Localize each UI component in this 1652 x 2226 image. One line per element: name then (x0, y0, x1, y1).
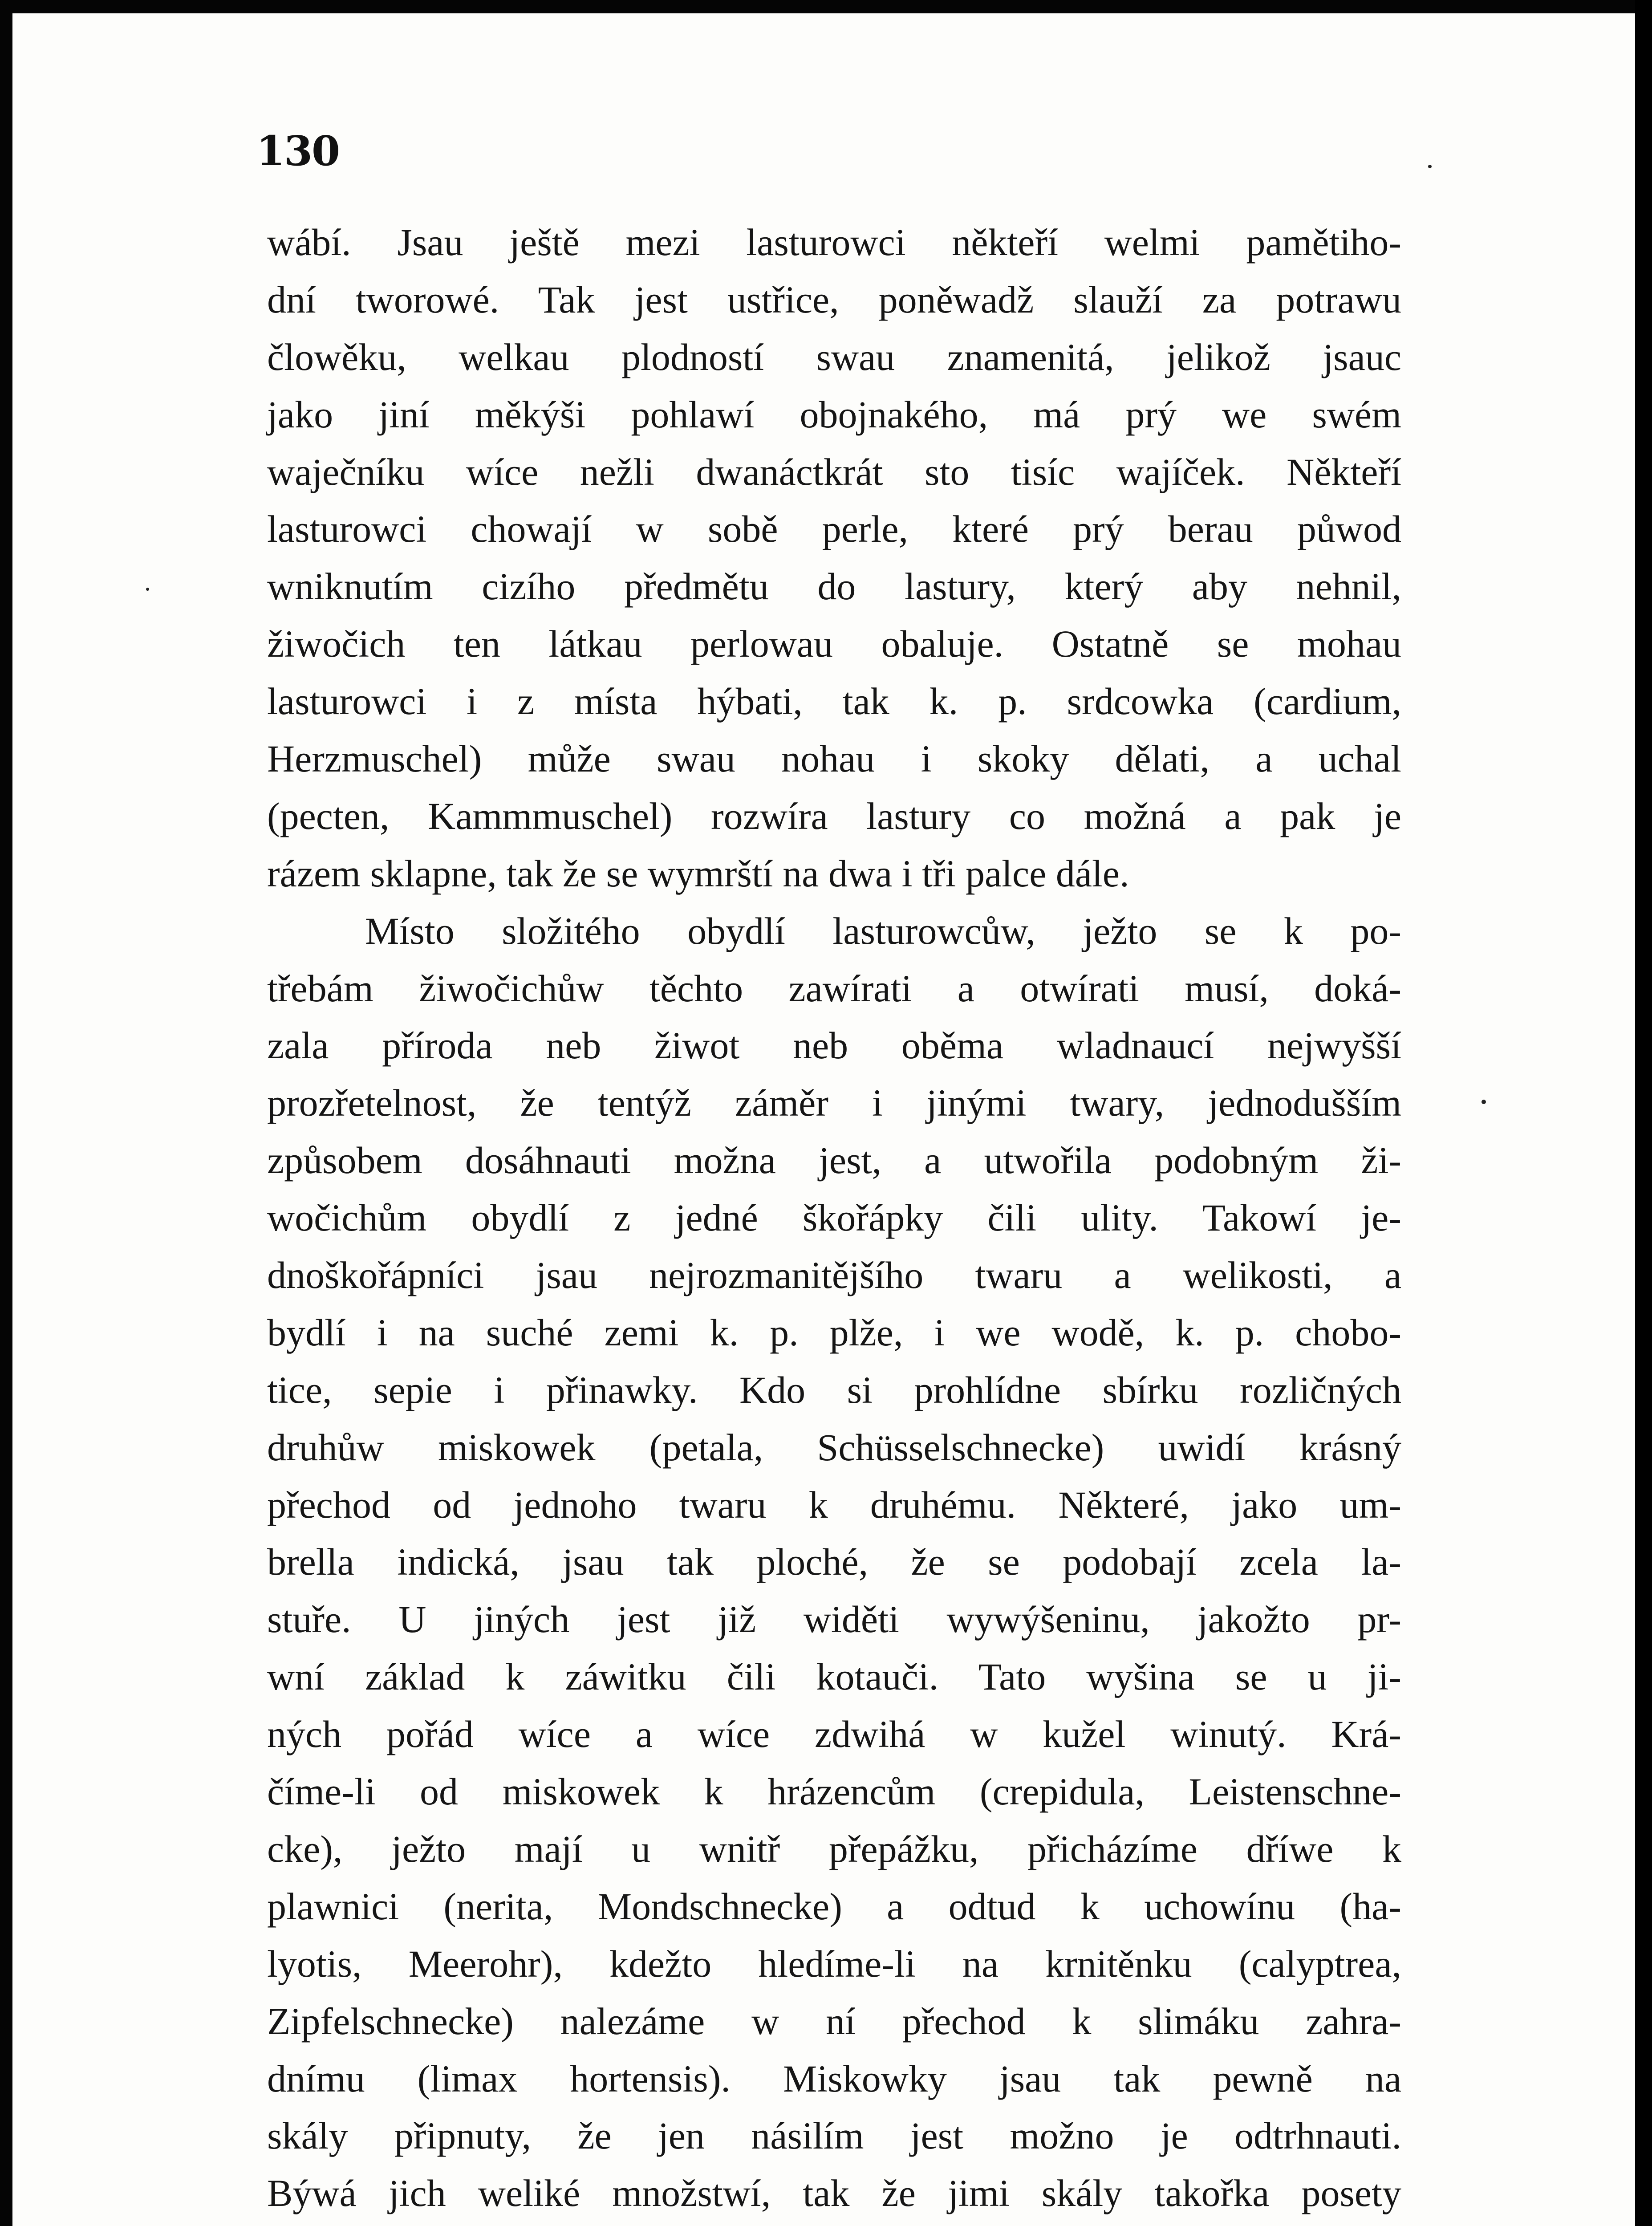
scan-speck (146, 588, 149, 591)
text-line (267, 2222, 1401, 2226)
book-page (12, 13, 1635, 2226)
text-line: dní tworowé. Tak jest ustřice, poněwadž slauží za potrawu (267, 278, 1401, 321)
text-line: zala příroda neb žiwot neb oběma wladnaucí nejwyšší (267, 1024, 1401, 1067)
scan-speck (1428, 165, 1432, 168)
paragraph-end-line: rázem sklapne, tak že se wymrští na dwa i tři palce dále. (267, 852, 1129, 895)
text-line: stuře. U jiných jest již widěti wywýšeninu, jakožto pr- (267, 1598, 1401, 1641)
text-line: číme-li od miskowek k hrázencům (crepidula, Leistenschne- (267, 1770, 1401, 1813)
text-line: wní základ k záwitku čili kotauči. Tato wyšina se u ji- (267, 1655, 1401, 1698)
text-line: lasturowci i z místa hýbati, tak k. p. srdcowka (cardium, (267, 680, 1401, 723)
text-line: prozřetelnost, že tentýž záměr i jinými twary, jednodušším (267, 1081, 1401, 1125)
scan-speck (1482, 1100, 1486, 1104)
text-line: třebám žiwočichůw těchto zawírati a otwírati musí, doká- (267, 967, 1401, 1010)
text-line: plawnici (nerita, Mondschnecke) a odtud k uchowínu (ha- (267, 1885, 1401, 1928)
scan-edge (1635, 0, 1652, 2226)
text-line: druhůw miskowek (petala, Schüsselschnecke) uwidí krásný (267, 1426, 1401, 1469)
text-line: ných pořád wíce a wíce zdwihá w kužel winutý. Krá- (267, 1713, 1401, 1756)
text-line: Býwá jich weliké množstwí, tak že jimi skály takořka posety (267, 2172, 1401, 2215)
text-line: waječníku wíce nežli dwanáctkrát sto tisíc wajíček. Někteří (267, 450, 1401, 493)
text-line: wniknutím cizího předmětu do lastury, který aby nehnil, (267, 565, 1401, 608)
text-line: Zipfelschnecke) nalezáme w ní přechod k slimáku zahra- (267, 1999, 1401, 2043)
text-line: způsobem dosáhnauti možna jest, a utwořila podobným ži- (267, 1139, 1401, 1182)
body-text (267, 214, 1401, 2226)
text-line: (pecten, Kammmuschel) rozwíra lastury co možná a pak je (267, 794, 1401, 837)
text-line: wábí. Jsau ještě mezi lasturowci někteří welmi pamětiho- (267, 221, 1401, 264)
text-line: brella indická, jsau tak ploché, že se podobají zcela la- (267, 1540, 1401, 1584)
paragraph-start-line: Místo složitého obydlí lasturowcůw, ježto se k po- (365, 909, 1401, 952)
text-line: dnoškořápníci jsau nejrozmanitějšího twaru a welikosti, a (267, 1254, 1401, 1297)
text-line: dnímu (limax hortensis). Miskowky jsau tak pewně na (267, 2057, 1401, 2100)
page-number: 130 (256, 127, 340, 175)
text-line: wočichům obydlí z jedné škořápky čili ulity. Takowí je- (267, 1196, 1401, 1239)
text-line: žiwočich ten látkau perlowau obaluje. Ostatně se mohau (267, 622, 1401, 666)
text-line: lasturowci chowají w sobě perle, které prý berau půwod (267, 508, 1401, 551)
text-line: jako jiní měkýši pohlawí obojnakého, má prý we swém (267, 393, 1401, 436)
text-line: lyotis, Meerohr), kdežto hledíme-li na krnitěnku (calyptrea, (267, 1942, 1401, 1985)
text-line: přechod od jednoho twaru k druhému. Některé, jako um- (267, 1483, 1401, 1526)
text-line: skály připnuty, že jen násilím jest možno je odtrhnauti. (267, 2114, 1401, 2157)
text-line: člowěku, welkau plodností swau znamenitá, jelikož jsauc (267, 335, 1401, 378)
text-line: Herzmuschel) může swau nohau i skoky dělati, a uchal (267, 737, 1401, 780)
text-line: bydlí i na suché zemi k. p. plže, i we wodě, k. p. chobo- (267, 1311, 1401, 1354)
text-line: cke), ježto mají u wnitř přepážku, přicházíme dříwe k (267, 1827, 1401, 1870)
text-line: tice, sepie i přinawky. Kdo si prohlídne sbírku rozličných (267, 1368, 1401, 1411)
